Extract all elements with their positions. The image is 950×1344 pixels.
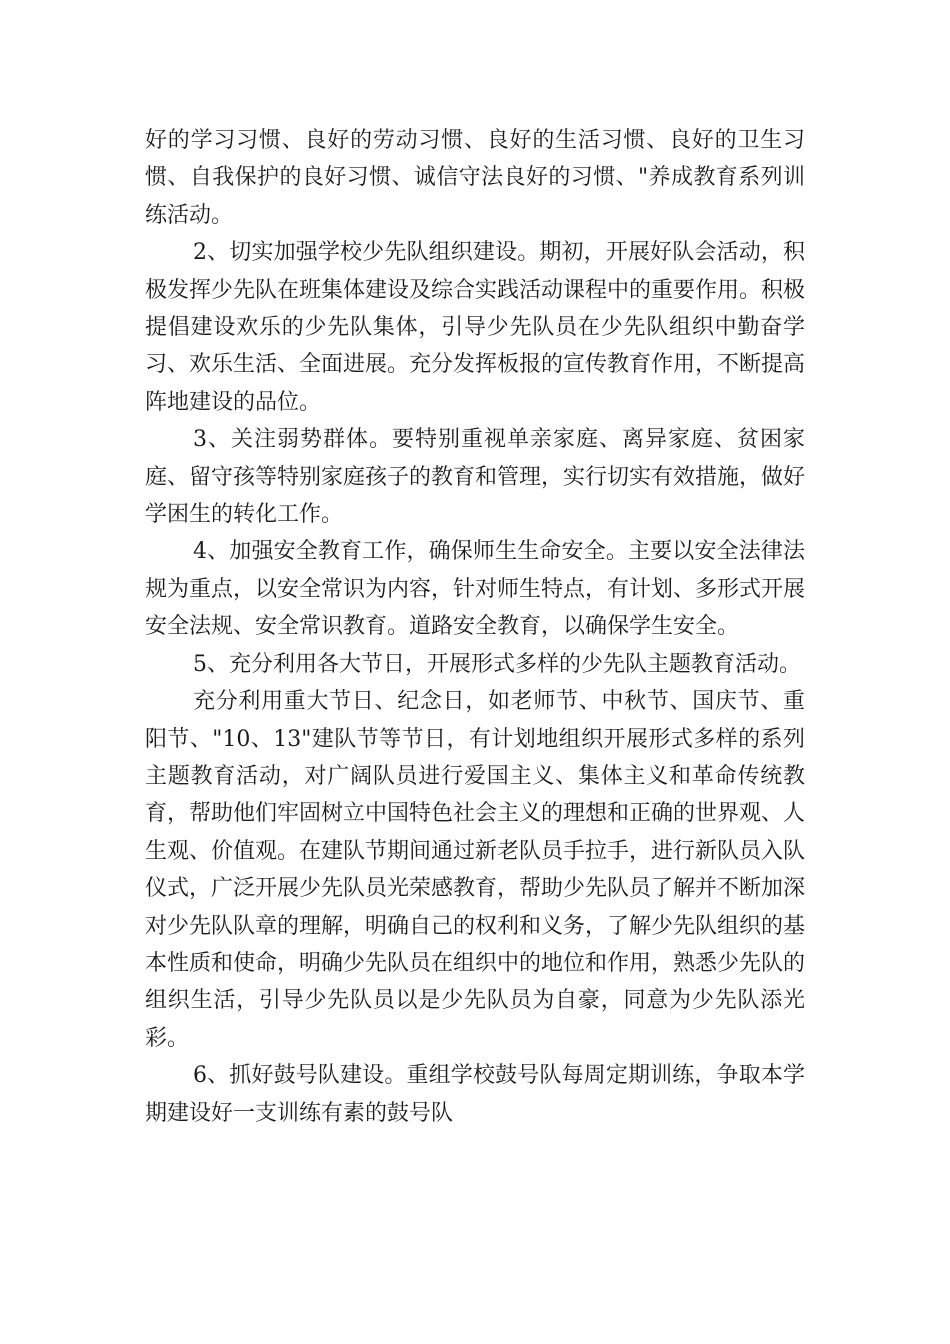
paragraph-holidays: 充分利用重大节日、纪念日，如老师节、中秋节、国庆节、重阳节、"10、13"建队节等节日，有计划地组织开展形式多样的系列主题教育活动，对广阔队员进行爱国主义、集体主义和革命传统教育，帮助他们牢固树立中国特色社会主义的理想和正确的世界观、人生观、价值观。在建队节期间通过新老队员手拉手，进行新队员入队仪式，广泛开展少先队员光荣感教育，帮助少先队员了解并不断加深对少先队队章的理解，明确自己的权利和义务，了解少先队组织的基本性质和使命，明确少先队员在组织中的地位和作用，熟悉少先队的组织生活，引导少先队员以是少先队员为自豪，同意为少先队添光彩。 (145, 689, 806, 1051)
document-body (145, 122, 805, 1132)
paragraph-habits: 好的学习习惯、良好的劳动习惯、良好的生活习惯、良好的卫生习惯、自我保护的良好习惯、诚信守法良好的习惯、"养成教育系列训练活动。 (145, 128, 805, 228)
paragraph-item-2: 2、切实加强学校少先队组织建设。期初，开展好队会活动，积极发挥少先队在班集体建设及综合实践活动课程中的重要作用。积极提倡建设欢乐的少先队集体，引导少先队员在少先队组织中勤奋学习、欢乐生活、全面进展。充分发挥板报的宣传教育作用，不断提高阵地建设的品位。 (145, 240, 806, 415)
paragraph-item-6: 6、抓好鼓号队建设。重组学校鼓号队每周定期训练，争取本学期建设好一支训练有素的鼓号队 (145, 1063, 805, 1126)
paragraph-item-5: 5、充分利用各大节日，开展形式多样的少先队主题教育活动。 (193, 651, 801, 677)
paragraph-item-4: 4、加强安全教育工作，确保师生生命安全。主要以安全法律法规为重点，以安全常识为内容，针对师生特点，有计划、多形式开展安全法规、安全常识教育。道路安全教育，以确保学生安全。 (145, 539, 806, 640)
paragraph-item-3: 3、关注弱势群体。要特别重视单亲家庭、离异家庭、贫困家庭、留守孩等特别家庭孩子的教育和管理，实行切实有效措施，做好学困生的转化工作。 (145, 427, 806, 528)
